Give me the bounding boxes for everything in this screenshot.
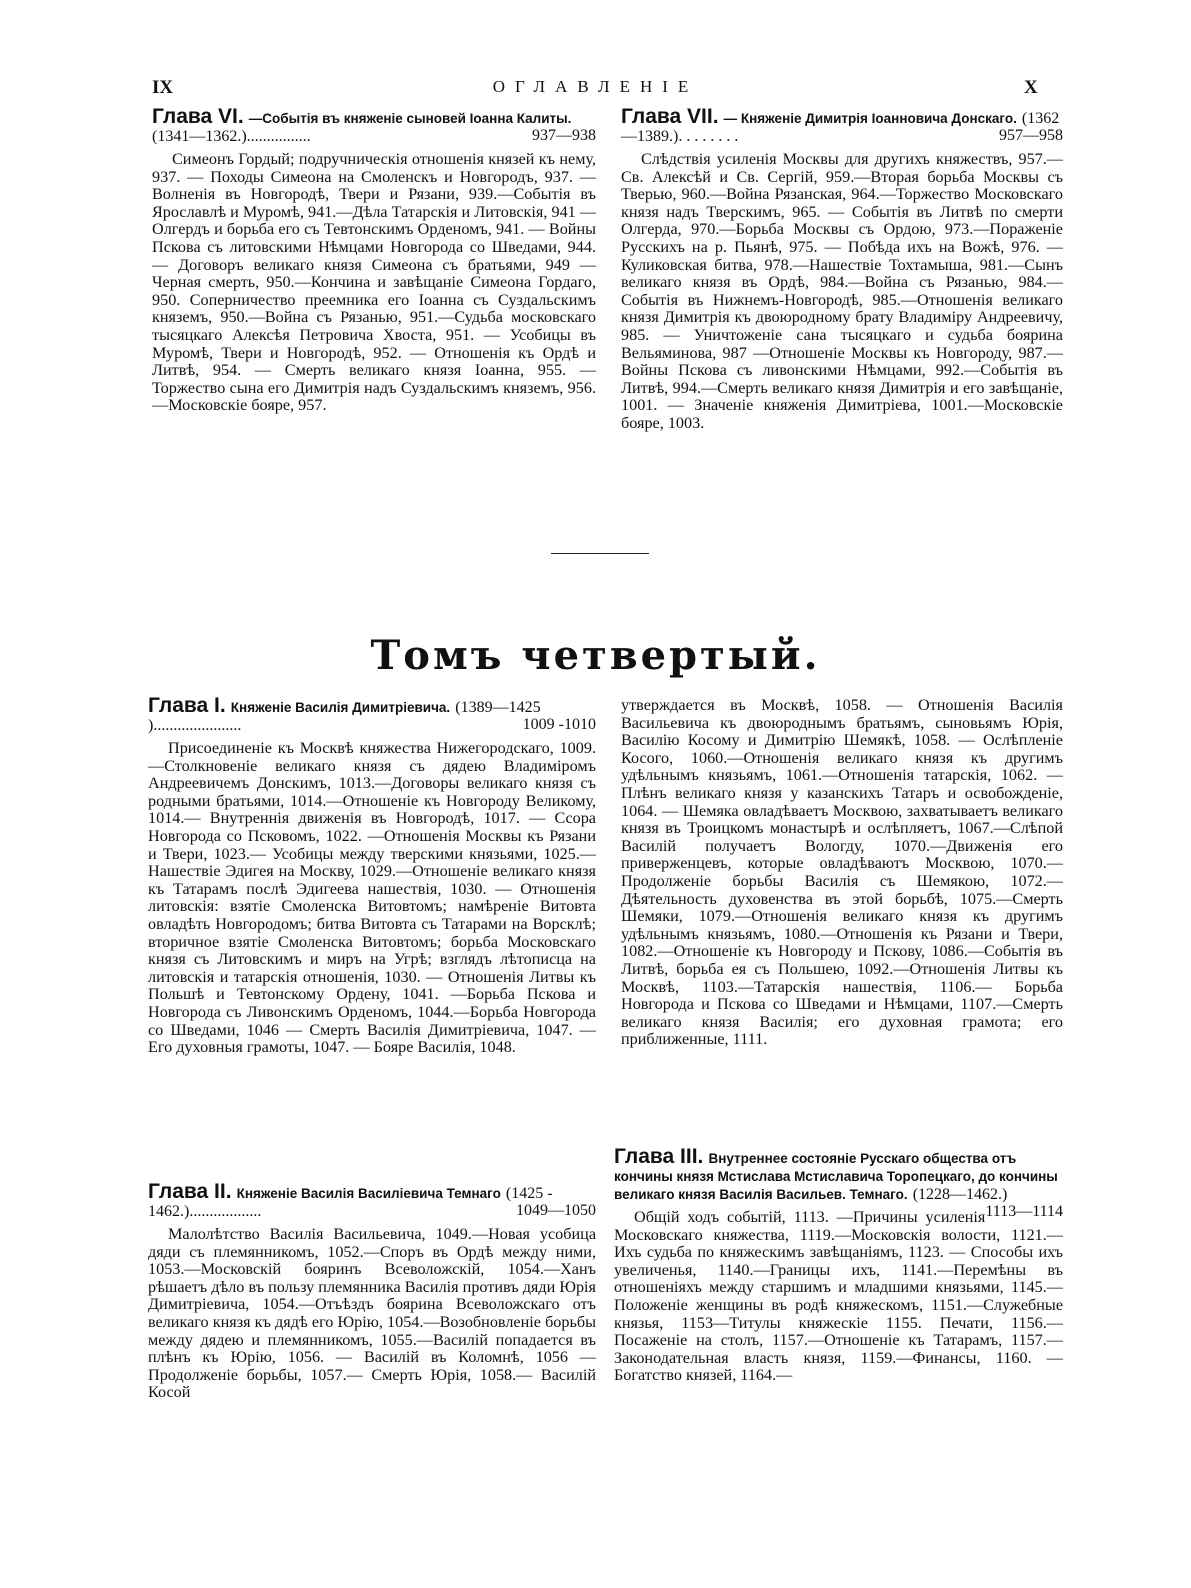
chapter-6-label: Глава VI. (152, 105, 244, 128)
chapter-3-pages: 1113—1114 (985, 1203, 1063, 1220)
chapter-6-summary: Симеонъ Гордый; подручническія отношенія князей къ нему, 937. — Походы Симеона на Смоленскъ и Новгородъ, 937. — Волненія въ Новгородѣ, Твери и Рязани, 939.—Событія въ Ярославлѣ и Муромѣ, 941.—Дѣла Татарскія и Литовскія, 941 —Олгердъ и борьба его съ Тевтонскимъ Орденомъ, 941. — Войны Пскова съ литовскими Нѣмцами Новгорода со Шведами, 944. — Договоръ великаго князя Симеона съ братьями, 949 —Черная смерть, 950.—Кончина и завѣщаніе Симеона Гордаго, 950. Соперничество преемника его Іоанна съ Суздальскимъ княземъ, 950.—Война съ Рязанью, 951.—Судьба московскаго тысяцкаго Алексѣя Петровича Хвоста, 951. — Усобицы въ Муромѣ, Твери и Новгородѣ, 952. — Отношенія къ Ордѣ и Литвѣ, 954. — Смерть великаго князя Іоанна, 955. — Торжество сына его Димитрія надъ Суздальскимъ княземъ, 956. —Московскіе бояре, 957. (152, 150, 596, 415)
chapter-2-entry (148, 1180, 596, 1402)
chapter-1-label: Глава I. (148, 694, 226, 717)
chapter-7-dates: (1362—1389.). . . . . . . . (621, 110, 1060, 145)
chapter-2-dates: (1425 - 1462.).................. (148, 1185, 553, 1220)
chapter-2-heading (148, 1180, 596, 1220)
chapter-7-entry (621, 105, 1063, 433)
chapter-1-title: Княженіе Василія Димитріевича. (230, 700, 451, 715)
chapter-3-label: Глава III. (614, 1145, 704, 1168)
chapter-3-entry (614, 1145, 1063, 1385)
chapter-3-heading (614, 1145, 1063, 1220)
chapter-3-summary: Общій ходъ событій, 1113. —Причины усиленія Московскаго княжества, 1119.—Московскія волости, 1121.—Ихъ судьба по княжескимъ завѣщаніямъ, 1123. — Способы ихъ увеличенья, 1140.—Границы ихъ, 1141.—Перемѣны въ отношеніяхъ между старшимъ и младшими князьями, 1145.—Положеніе женщины въ родѣ княжескомъ, 1151.—Служебные князья, 1153—Титулы княжескіе 1155. Печати, 1156.— Посаженіе на столъ, 1157.—Отношеніе къ Татарамъ, 1157.—Законодательная власть князя, 1159.—Финансы, 1160. — Богатство князей, 1164.— (614, 1208, 1063, 1385)
chapter-1-dates: (1389—1425 )...................... (148, 699, 541, 734)
section-divider (551, 553, 649, 554)
chapter-7-title: — Княженіе Димитрія Іоанновича Донскаго. (723, 111, 1017, 126)
chapter-1-heading (148, 694, 596, 734)
chapter-2-continuation: утверждается въ Москвѣ, 1058. — Отношенія Василія Васильевича къ двоюроднымъ братьямъ, сыновьямъ Юрія, Василію Косому и Димитрію Шемякѣ, 1058. — Ослѣпленіе Косого, 1060.—Отношенія великаго князя къ другимъ удѣльнымъ князьямъ, 1061.—Отношенія татарскія, 1062. — Плѣнъ великаго князя у казанскихъ Татаръ и освобожденіе, 1064. — Шемяка овладѣваетъ Москвою, захватываетъ великаго князя въ Троицкомъ монастырѣ и ослѣпляетъ, 1067.—Слѣпой Василій получаетъ Вологду, 1070.—Движенія его приверженцевъ, которые овладѣваютъ Москвою, 1070.—Продолженіе борьбы Василія съ Шемякою, 1072.—Дѣятельность духовенства въ этой борьбѣ, 1075.—Смерть Шемяки, 1079.—Отношенія великаго князя къ другимъ удѣльнымъ князьямъ, 1080.—Отношенія къ Рязани и Твери, 1082.—Отношеніе къ Новгороду и Пскову, 1086.—Событія въ Литвѣ, борьба ея съ Польшею, 1092.—Отношенія Литвы къ Москвѣ, 1103.—Татарскія нашествія, 1106.— Борьба Новгорода и Пскова со Шведами и Нѣмцами, 1107.—Смерть великаго князя Василія; его духовная грамота; его приближенные, 1111. (621, 696, 1063, 1049)
chapter-2-continuation-entry (621, 697, 1063, 1049)
chapter-7-summary: Слѣдствія усиленія Москвы для другихъ княжествъ, 957.—Св. Алексѣй и Св. Сергій, 959.—Вторая борьба Москвы съ Тверью, 960.—Война Рязанская, 964.—Торжество Московскаго князя надъ Тверскимъ, 965. — Событія въ Литвѣ по смерти Олгерда, 970.—Борьба Москвы съ Ордою, 973.—Пораженіе Русскихъ на р. Пьянѣ, 975. — Побѣда ихъ на Вожѣ, 976. — Куликовская битва, 978.—Нашествіе Тохтамыша, 981.—Сынъ великаго князя въ Ордѣ, 984.—Война съ Рязанью, 984.—Событія въ Нижнемъ-Новгородѣ, 985.—Отношенія великаго князя Димитрія къ двоюродному брату Владиміру Андреевичу, 985. — Уничтоженіе сана тысяцкаго и судьба боярина Вельяминова, 987 —Отношеніе Москвы къ Новгороду, 987.—Войны Пскова съ ливонскими Нѣмцами, 992.—Событія въ Литвѣ, 994.—Смерть великаго князя Димитрія и его завѣщаніе, 1001. — Значеніе княженія Димитріева, 1001.—Московскіе бояре, 1003. (621, 150, 1063, 432)
chapter-7-heading (621, 105, 1063, 145)
left-page-number: IX (152, 77, 174, 98)
chapter-7-label: Глава VII. (621, 105, 719, 128)
right-page-number: X (1024, 77, 1038, 98)
chapter-7-pages: 957—958 (999, 127, 1063, 144)
chapter-6-title: —Событія въ княженіе сыновей Іоанна Калиты. (248, 111, 572, 126)
chapter-1-entry (148, 694, 596, 1057)
chapter-3-dates: (1228—1462.) (912, 1186, 1008, 1203)
chapter-1-summary: Присоединеніе къ Москвѣ княжества Нижегородскаго, 1009.—Столкновеніе великаго князя съ дядею Владиміромъ Андреевичемъ Донскимъ, 1013.—Договоры великаго князя съ родными братьями, 1014.—Отношеніе къ Новгороду Великому, 1014.— Внутреннія движенія въ Новгородѣ, 1017. — Ссора Новгорода со Псковомъ, 1022. —Отношенія Москвы къ Рязани и Твери, 1023.— Усобицы между тверскими князьями, 1025.—Нашествіе Эдигея на Москву, 1029.—Отношеніе великаго князя къ Татарамъ послѣ Эдигеева нашествія, 1030. — Отношенія литовскія: взятіе Смоленска Витовтомъ; намѣреніе Витовта овладѣть Новгородомъ; битва Витовта съ Татарами на Ворсклѣ; вторичное взятіе Смоленска Витовтомъ; борьба Московскаго князя съ Литовскимъ и миръ на Угрѣ; взглядъ лѣтописца на литовскія и татарскія отношенія, 1030. — Отношенія Литвы къ Польшѣ и Тевтонскому Ордену, 1041. —Борьба Пскова и Новгорода съ Ливонскимъ Орденомъ, 1044.—Борьба Новгорода со Шведами, 1046 — Смерть Василія Димитріевича, 1047. — Его духовныя грамоты, 1047. — Бояре Василія, 1048. (148, 739, 596, 1057)
chapter-2-pages: 1049—1050 (516, 1202, 596, 1219)
chapter-2-title: Княженіе Василія Василіевича Темнаго (236, 1186, 501, 1201)
chapter-2-summary: Малолѣтство Василія Васильевича, 1049.—Новая усобица дяди съ племянникомъ, 1052.—Споръ въ Ордѣ между ними, 1053.—Московскій бояринъ Всеволожскій, 1054.—Ханъ рѣшаетъ дѣло въ пользу племянника Василія противъ дяди Юрія Димитріевича, 1054.—Отъѣздъ боярина Всеволожскаго отъ великаго князя къ дядѣ его Юрію, 1054.—Возобновленіе борьбы между дядею и племянникомъ, 1055.—Василій попадается въ плѣнъ къ Юрію, 1056. — Василій въ Коломнѣ, 1056 — Продолженіе борьбы, 1057.— Смерть Юрія, 1058.— Василій Косой (148, 1225, 596, 1402)
chapter-3-title: Внутреннее состояніе Русскаго общества отъ кончины князя Мстислава Мстиславича Торопецкаго, до кончины великаго князя Василія Васильев. Темнаго. (614, 1151, 1058, 1202)
chapter-6-pages: 937—938 (532, 127, 596, 144)
running-title: ОГЛАВЛЕНІЕ (492, 77, 699, 96)
volume-title: Томъ четвертый. (370, 632, 821, 679)
chapter-6-heading (152, 105, 596, 145)
chapter-2-label: Глава II. (148, 1180, 232, 1203)
chapter-6-entry (152, 105, 596, 415)
chapter-6-dates: (1341—1362.)................ (152, 128, 311, 145)
chapter-1-pages: 1009 -1010 (522, 716, 596, 733)
